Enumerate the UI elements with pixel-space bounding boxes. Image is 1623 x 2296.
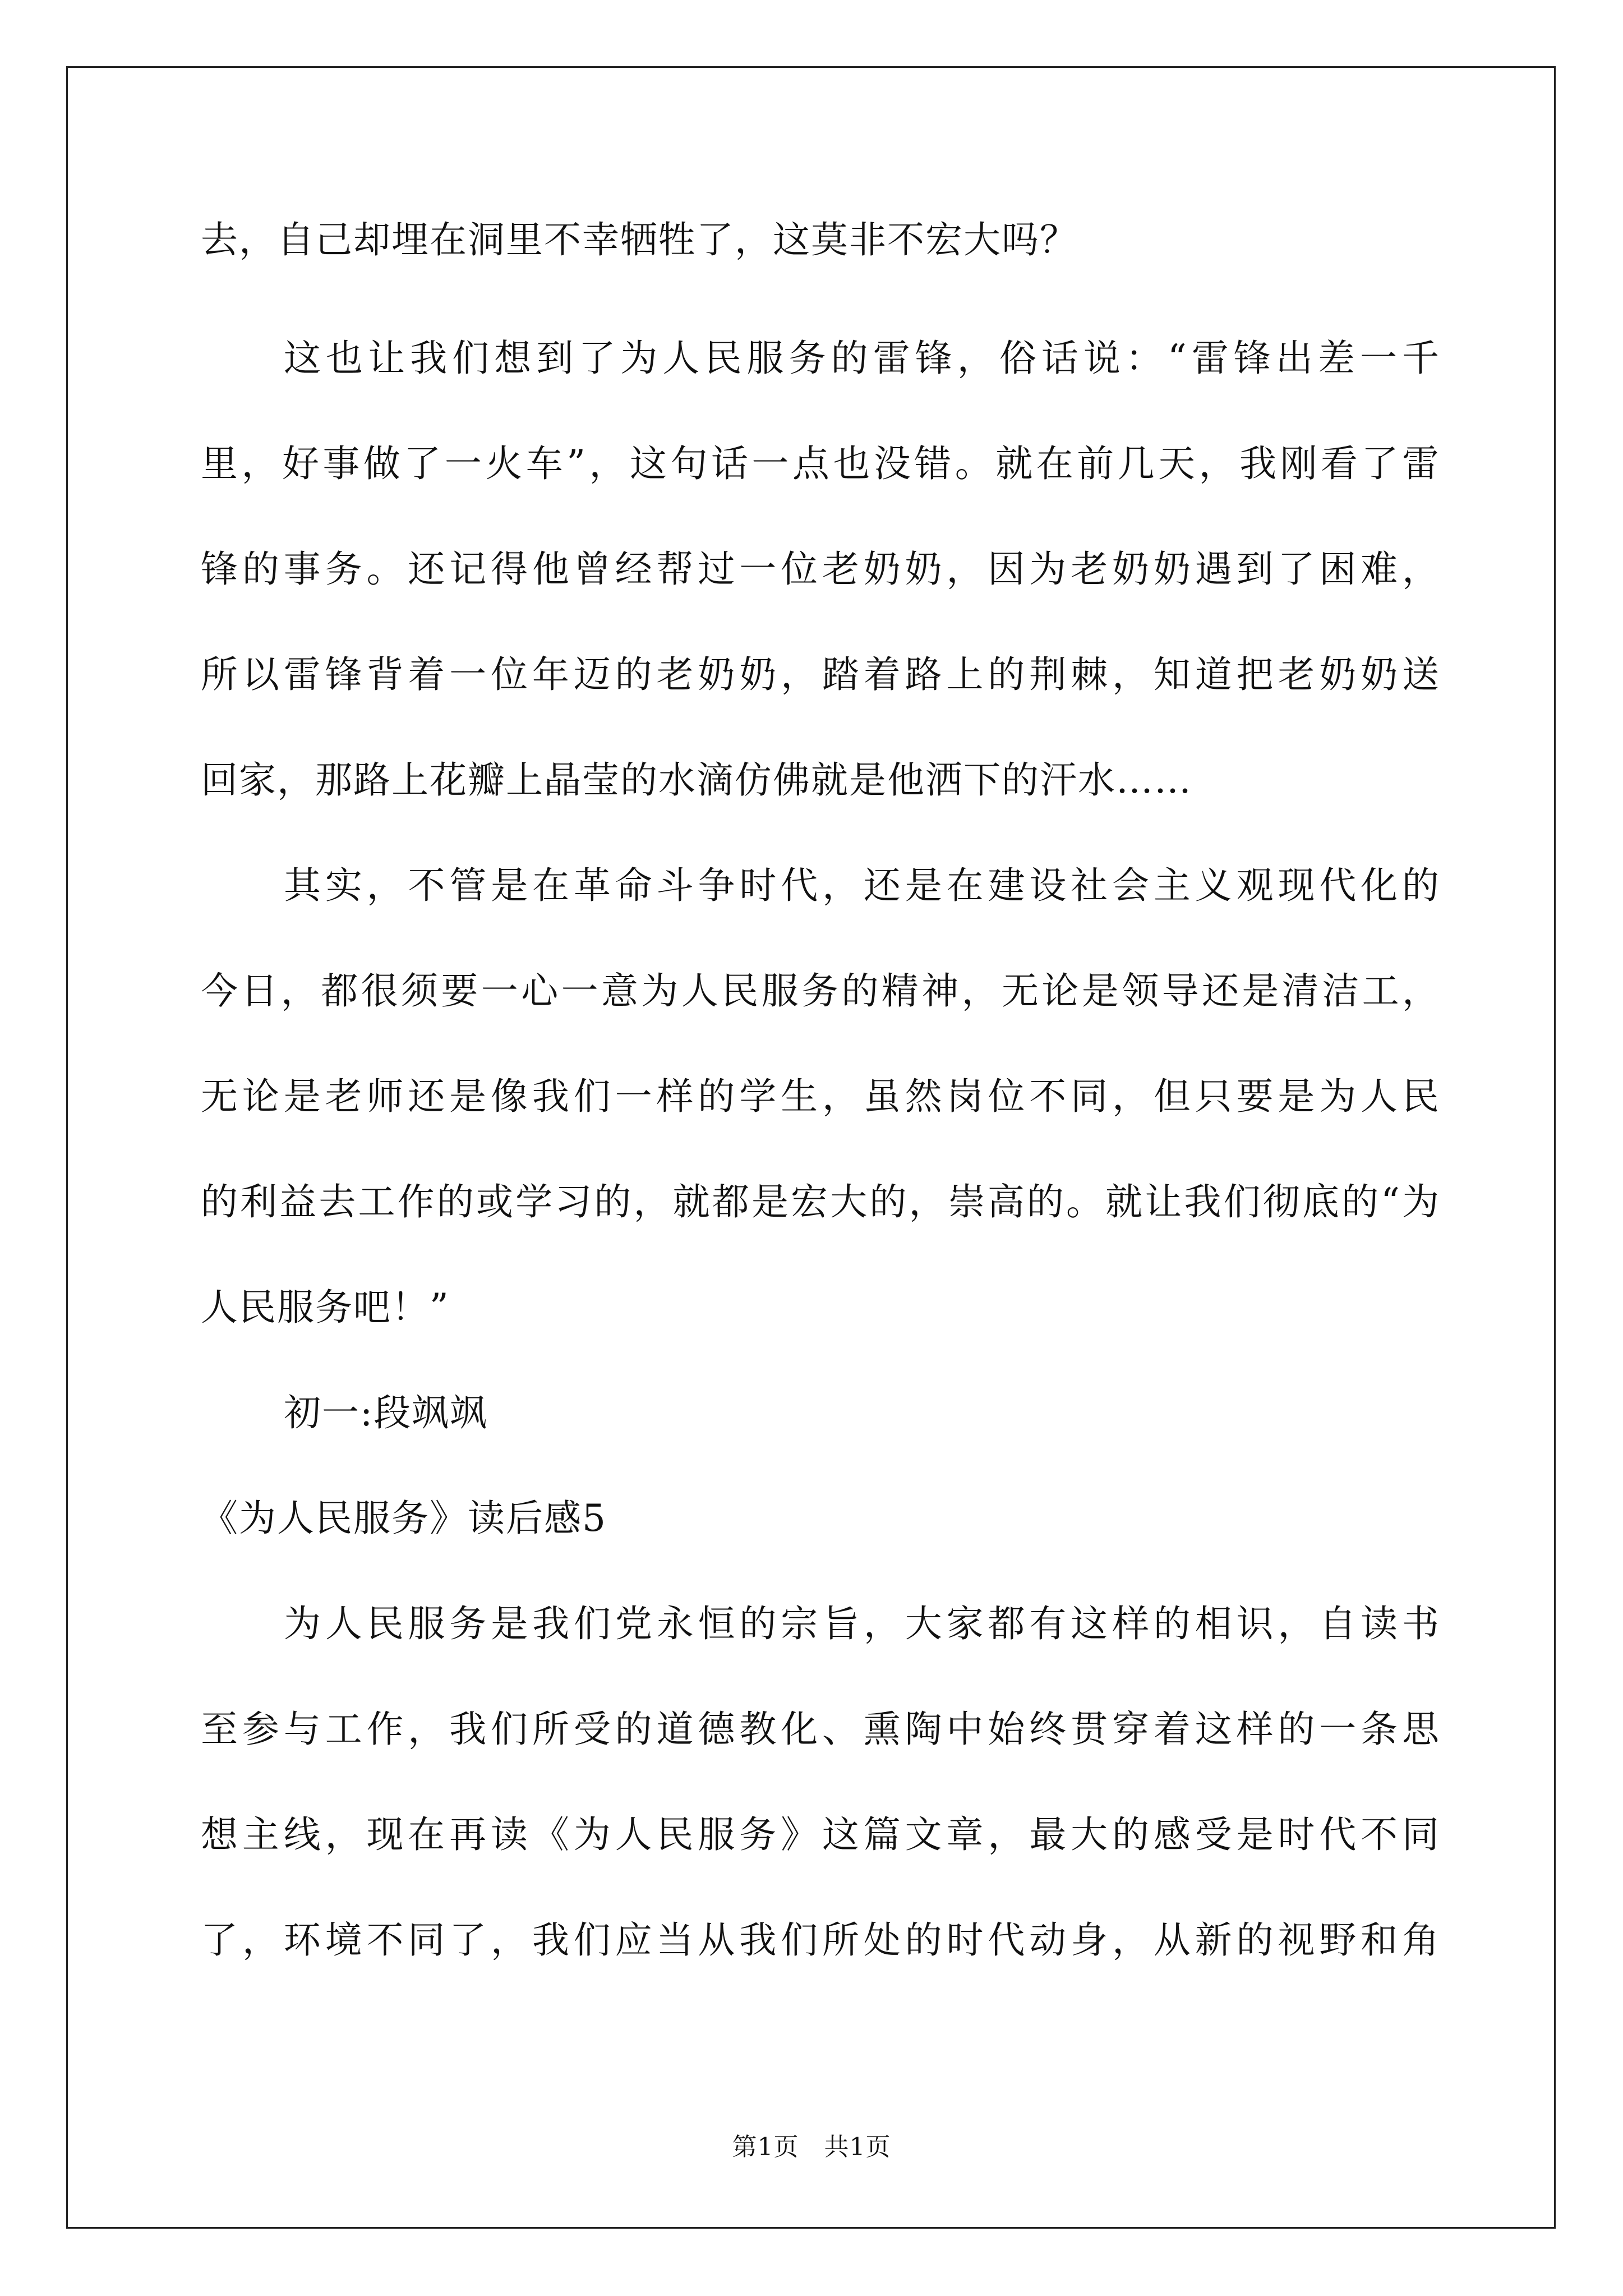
text-line: 人民服务吧！”: [201, 1286, 450, 1329]
text-line: 去，自己却埋在洞里不幸牺牲了，这莫非不宏大吗？: [201, 218, 1078, 261]
page-border: [66, 66, 1556, 2229]
text-line: 至参与工作，我们所受的道德教化、熏陶中始终贯穿着这样的一条思: [201, 1708, 1440, 1751]
page-footer: 第1页 共1页: [732, 2133, 891, 2161]
text-line: 回家，那路上花瓣上晶莹的水滴仿佛就是他洒下的汗水……: [201, 758, 1192, 802]
paragraph-first-line: 为人民服务是我们党永恒的宗旨，大家都有这样的相识，自读书: [284, 1602, 1440, 1645]
author-line: 初一:段飒飒: [284, 1391, 488, 1434]
text-line: 的利益去工作的或学习的，就都是宏大的，崇高的。就让我们彻底的“为: [201, 1180, 1440, 1223]
text-line: 了，环境不同了，我们应当从我们所处的时代动身，从新的视野和角: [201, 1918, 1440, 1962]
text-line: 锋的事务。还记得他曾经帮过一位老奶奶，因为老奶奶遇到了困难，: [201, 547, 1440, 591]
paragraph-first-line: 其实，不管是在革命斗争时代，还是在建设社会主义观现代化的: [284, 864, 1440, 907]
text-line: 所以雷锋背着一位年迈的老奶奶，踏着路上的荆棘，知道把老奶奶送: [201, 653, 1440, 696]
section-heading: 《为人民服务》读后感5: [201, 1497, 607, 1540]
text-line: 今日，都很须要一心一意为人民服务的精神，无论是领导还是清洁工，: [201, 969, 1440, 1013]
text-line: 想主线，现在再读《为人民服务》这篇文章，最大的感受是时代不同: [201, 1813, 1440, 1856]
text-line: 无论是老师还是像我们一样的学生，虽然岗位不同，但只要是为人民: [201, 1075, 1440, 1118]
text-line: 里，好事做了一火车”，这句话一点也没错。就在前几天，我刚看了雷: [201, 442, 1440, 485]
paragraph-first-line: 这也让我们想到了为人民服务的雷锋，俗话说：“雷锋出差一千: [284, 337, 1440, 380]
